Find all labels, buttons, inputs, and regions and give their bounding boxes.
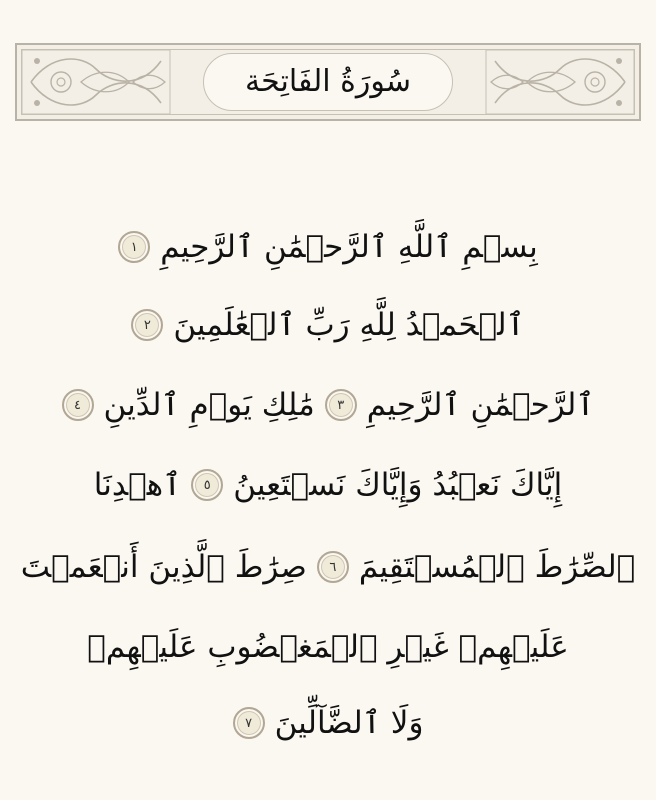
ayah-end-marker-icon: ٧: [233, 707, 265, 739]
verse-text: إِيَّاكَ نَعۡبُدُ وَإِيَّاكَ نَسۡتَعِينُ: [233, 466, 563, 503]
surah-header-frame: [15, 43, 641, 121]
verse-line-2: [20, 295, 636, 355]
verse-text: ٱلرَّحۡمَٰنِ ٱلرَّحِيمِ: [366, 386, 595, 423]
verse-text: ٱهۡدِنَا: [93, 466, 182, 503]
verse-line-3: [20, 375, 636, 435]
arabesque-ornament-icon: [485, 49, 635, 115]
surah-title: سُورَةُ الفَاتِحَة: [245, 64, 411, 99]
arabesque-ornament-icon: [21, 49, 171, 115]
verse-text: مَٰلِكِ يَوۡمِ ٱلدِّينِ: [103, 386, 315, 423]
verse-text: ٱلصِّرَٰطَ ٱلۡمُسۡتَقِيمَ: [358, 548, 636, 585]
verse-line-1: [20, 217, 636, 277]
ayah-end-marker-icon: ٤: [62, 389, 94, 421]
verse-text: صِرَٰطَ ٱلَّذِينَ أَنۡعَمۡتَ: [20, 548, 307, 585]
verse-text: بِسۡمِ ٱللَّهِ ٱلرَّحۡمَٰنِ ٱلرَّحِيمِ: [160, 228, 538, 265]
ayah-end-marker-icon: ٣: [325, 389, 357, 421]
verse-text: عَلَيۡهِمۡ غَيۡرِ ٱلۡمَغۡضُوبِ عَلَيۡهِمۡ: [87, 628, 569, 665]
surah-title-cartouche: [203, 53, 453, 111]
verse-text: وَلَا ٱلضَّآلِّينَ: [274, 704, 424, 741]
ayah-end-marker-icon: ٢: [131, 309, 163, 341]
verse-line-5: [20, 537, 636, 597]
ayah-end-marker-icon: ١: [118, 231, 150, 263]
ayah-end-marker-icon: ٥: [191, 469, 223, 501]
verse-line-6: [20, 617, 636, 677]
verse-line-4: [20, 455, 636, 515]
verse-line-7: [20, 693, 636, 753]
ayah-end-marker-icon: ٦: [317, 551, 349, 583]
verse-text: ٱلۡحَمۡدُ لِلَّهِ رَبِّ ٱلۡعَٰلَمِينَ: [173, 306, 525, 343]
